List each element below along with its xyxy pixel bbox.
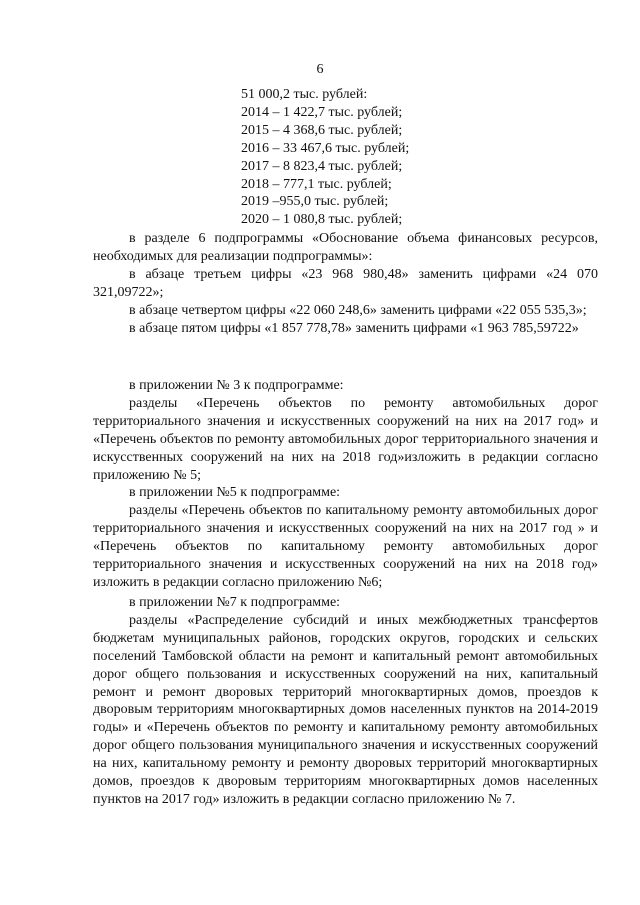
appendix5-intro: в приложении №5 к подпрограмме: — [129, 485, 341, 500]
amount-2018: 2018 – 777,1 тыс. рублей; — [241, 176, 392, 192]
amount-2016: 2016 – 33 467,6 тыс. рублей; — [241, 140, 410, 156]
appendix3-block — [93, 377, 598, 484]
section6-intro: в разделе 6 подпрограммы «Обоснование объема финансовых ресурсов, необходимых для реализации подпрограммы»: — [93, 231, 598, 264]
appendix3-text: разделы «Перечень объектов по ремонту автомобильных дорог территориального значения и искусственных сооружений на них на 2017 год» и «Перечень объектов по ремонту автомобильных дорог территориального значения и искусственных сооружений на них на 2018 год»изложить в редакции согласно приложению № 5; — [93, 395, 598, 483]
appendix5-text: разделы «Перечень объектов по капитальному ремонту автомобильных дорог территориального значения и искусственных сооружений на них на 2017 год » и «Перечень объектов по капитальному ремонту автомобильных дорог территориального значения и искусственных сооружений на них на 2018 год» изложить в редакции согласно приложению №6; — [93, 502, 598, 590]
section6-paragraph-4: в абзаце четвертом цифры «22 060 248,6» заменить цифрами «22 055 535,3»; — [129, 302, 587, 318]
appendix7-text: разделы «Распределение субсидий и иных межбюджетных трансфертов бюджетам муниципальных районов, городских округов, городских и сельских поселений Тамбовской области на ремонт и капитальный ремонт автомобильных дорог общего пользования и искусственных сооружений на них, капитальный ремонт и ремонт дворовых территорий многоквартирных домов, проездов к дворовым территориям многоквартирных домов населенных пунктов на 2014-2019 годы» и «Перечень объектов по ремонту и капитальному ремонту автомобильных дорог общего пользования муниципального значения и искусственных сооружений на них, капитальному ремонту и ремонту дворовых территорий многоквартирных домов, проездов к дворовым территориям многоквартирных домов населенных пунктов на 2017 год» изложить в редакции согласно приложению № 7. — [93, 612, 598, 807]
section6-block — [93, 230, 598, 337]
appendix3-intro: в приложении № 3 к подпрограмме: — [129, 378, 344, 393]
funding-amounts-list — [241, 86, 409, 229]
amount-2017: 2017 – 8 823,4 тыс. рублей; — [241, 158, 403, 174]
section6-paragraph-5: в абзаце пятом цифры «1 857 778,78» заменить цифрами «1 963 785,59722» — [129, 320, 579, 336]
amount-total: 51 000,2 тыс. рублей: — [241, 87, 368, 102]
amount-2015: 2015 – 4 368,6 тыс. рублей; — [241, 122, 403, 138]
amount-2014: 2014 – 1 422,7 тыс. рублей; — [241, 104, 403, 120]
amount-2019: 2019 –955,0 тыс. рублей; — [241, 194, 389, 210]
appendix7-intro: в приложении №7 к подпрограмме: — [129, 595, 341, 610]
appendix7-block — [93, 594, 598, 809]
section6-paragraph-3: в абзаце третьем цифры «23 968 980,48» заменить цифрами «24 070 321,09722»; — [93, 266, 598, 300]
page-number: 6 — [316, 62, 324, 77]
amount-2020: 2020 – 1 080,8 тыс. рублей; — [241, 212, 403, 228]
appendix5-block — [93, 484, 598, 591]
